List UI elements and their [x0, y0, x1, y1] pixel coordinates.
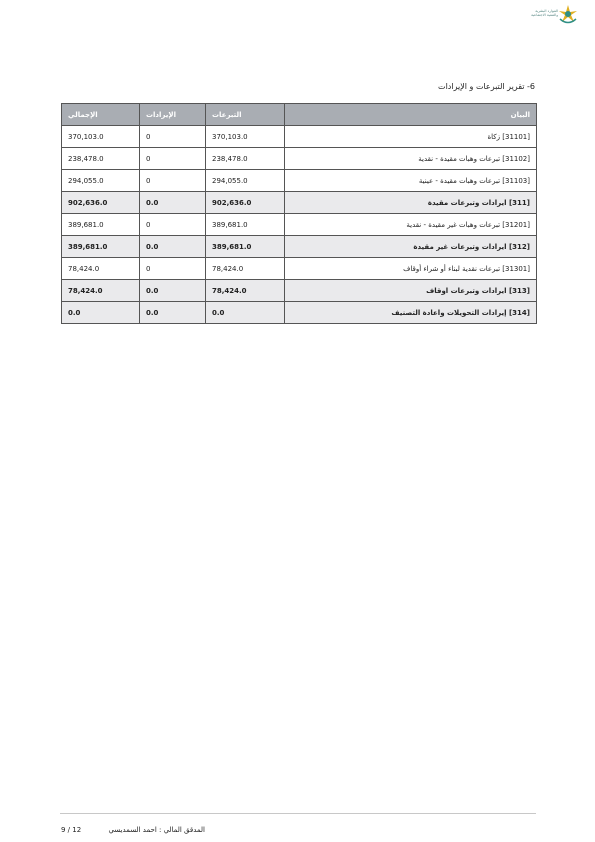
table-body	[62, 126, 537, 324]
row-revenues: 0.0	[140, 236, 206, 258]
row-revenues: 0	[140, 148, 206, 170]
row-description: [31301] تبرعات نقدية لبناء أو شراء أوقاف	[285, 258, 537, 280]
row-revenues: 0.0	[140, 280, 206, 302]
table-row	[62, 148, 537, 170]
ministry-logo-icon	[558, 4, 578, 24]
header-description: البيان	[285, 104, 537, 126]
logo-line: والتنمية الاجتماعية	[531, 13, 558, 18]
row-description: [31201] تبرعات وهبات غير مقيدة - نقدية	[285, 214, 537, 236]
header-total: الإجمالي	[62, 104, 140, 126]
row-revenues: 0.0	[140, 302, 206, 324]
row-total: 78,424.0	[62, 280, 140, 302]
row-description: [31101] زكاة	[285, 126, 537, 148]
row-total: 902,636.0	[62, 192, 140, 214]
row-total: 78,424.0	[62, 258, 140, 280]
table-row-total	[62, 302, 537, 324]
row-donations: 389,681.0	[206, 214, 285, 236]
row-donations: 0.0	[206, 302, 285, 324]
row-description: [312] ايرادات وتبرعات غير مقيدة	[285, 236, 537, 258]
row-description: [313] ايرادات وتبرعات اوقاف	[285, 280, 537, 302]
row-donations: 370,103.0	[206, 126, 285, 148]
row-description: [31102] تبرعات وهبات مقيدة - نقدية	[285, 148, 537, 170]
donations-revenues-table	[61, 103, 537, 324]
row-revenues: 0.0	[140, 192, 206, 214]
table-row-total	[62, 236, 537, 258]
row-total: 238,478.0	[62, 148, 140, 170]
table-row	[62, 126, 537, 148]
logo-line: الموارد البشرية	[535, 9, 558, 13]
row-revenues: 0	[140, 258, 206, 280]
row-total: 370,103.0	[62, 126, 140, 148]
row-revenues: 0	[140, 214, 206, 236]
ministry-logo	[520, 4, 578, 26]
section-title: 6- تقرير التبرعات و الإيرادات	[438, 82, 535, 91]
header-revenues: الإيرادات	[140, 104, 206, 126]
table-row	[62, 214, 537, 236]
row-revenues: 0	[140, 126, 206, 148]
row-total: 389,681.0	[62, 236, 140, 258]
row-donations: 389,681.0	[206, 236, 285, 258]
row-donations: 78,424.0	[206, 280, 285, 302]
page-number: 9 / 12	[61, 826, 82, 834]
table-header-row	[62, 104, 537, 126]
footer-divider	[60, 813, 536, 814]
row-donations: 78,424.0	[206, 258, 285, 280]
logo-text	[520, 9, 558, 17]
row-description: [314] إيرادات التحويلات واعادة التصنيف	[285, 302, 537, 324]
row-donations: 294,055.0	[206, 170, 285, 192]
table-row	[62, 258, 537, 280]
row-total: 389,681.0	[62, 214, 140, 236]
header-donations: التبرعات	[206, 104, 285, 126]
row-total: 294,055.0	[62, 170, 140, 192]
table-row-total	[62, 280, 537, 302]
row-description: [311] ايرادات وتبرعات مقيدة	[285, 192, 537, 214]
row-donations: 238,478.0	[206, 148, 285, 170]
row-total: 0.0	[62, 302, 140, 324]
row-donations: 902,636.0	[206, 192, 285, 214]
footer-auditor: المدقق المالي : احمد السمديسي	[108, 826, 205, 834]
table-row-total	[62, 192, 537, 214]
table-row	[62, 170, 537, 192]
row-description: [31103] تبرعات وهبات مقيدة - عينية	[285, 170, 537, 192]
row-revenues: 0	[140, 170, 206, 192]
